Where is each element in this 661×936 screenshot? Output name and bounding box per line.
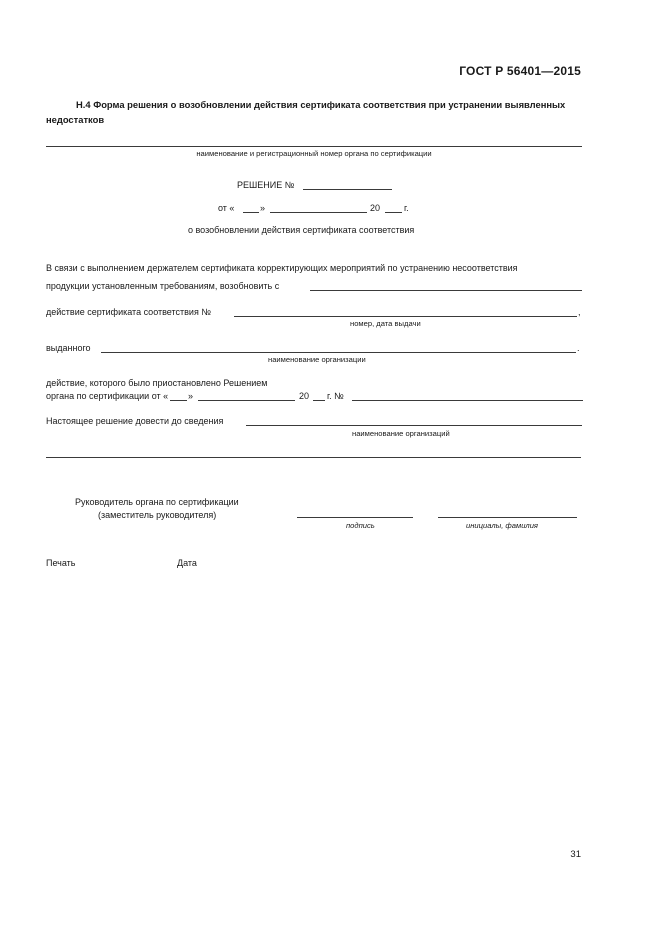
document-id: ГОСТ Р 56401—2015 bbox=[459, 64, 581, 78]
notify-caption: наименование организаций bbox=[352, 429, 450, 438]
date-year-line bbox=[385, 212, 402, 213]
signatory-role-line1: Руководитель органа по сертификации bbox=[75, 497, 239, 507]
org-name-line bbox=[46, 146, 582, 147]
date-month-line bbox=[270, 212, 367, 213]
decision-subject: о возобновлении действия сертификата соответствия bbox=[188, 225, 415, 235]
suspended-number-label: г. № bbox=[327, 391, 344, 401]
issued-org-line bbox=[101, 352, 576, 353]
name-line bbox=[438, 517, 577, 518]
date-day-line bbox=[243, 212, 259, 213]
date-label: Дата bbox=[177, 558, 197, 568]
certificate-label: действие сертификата соответствия № bbox=[46, 307, 211, 317]
certificate-caption: номер, дата выдачи bbox=[350, 319, 421, 328]
suspended-close-quote: » bbox=[188, 391, 194, 401]
renew-from-line bbox=[310, 290, 582, 291]
suspended-line1: действие, которого было приостановлено Решением bbox=[46, 378, 268, 388]
date-close-quote: » bbox=[260, 203, 266, 213]
suspended-number-line bbox=[352, 400, 583, 401]
section-title: Н.4 Форма решения о возобновлении действия сертификата соответствия при устранении выявленных недостатков bbox=[46, 99, 566, 125]
signatory-role-line2: (заместитель руководителя) bbox=[98, 510, 217, 520]
issued-caption: наименование организации bbox=[268, 355, 366, 364]
suspended-day-line bbox=[170, 400, 187, 401]
org-name-caption: наименование и регистрационный номер органа по сертификации bbox=[196, 149, 432, 158]
suspended-month-line bbox=[198, 400, 295, 401]
signature-caption: подпись bbox=[346, 521, 375, 530]
decision-label: РЕШЕНИЕ № bbox=[237, 180, 295, 190]
name-caption: инициалы, фамилия bbox=[466, 521, 538, 530]
date-from-label: от « bbox=[218, 203, 235, 213]
stamp-label: Печать bbox=[46, 558, 76, 568]
issued-label: выданного bbox=[46, 343, 91, 353]
date-year-prefix: 20 bbox=[370, 203, 381, 213]
para1-line2: продукции установленным требованиям, возобновить с bbox=[46, 281, 280, 291]
suspended-line2: органа по сертификации от « bbox=[46, 391, 169, 401]
issued-end-dot: . bbox=[577, 343, 580, 353]
suspended-year-line bbox=[313, 400, 325, 401]
decision-number-line bbox=[303, 189, 392, 190]
suspended-year-prefix: 20 bbox=[299, 391, 310, 401]
notify-continuation-line bbox=[46, 457, 581, 458]
page-number: 31 bbox=[570, 849, 581, 860]
certificate-end-comma: , bbox=[578, 307, 581, 317]
para1-line1: В связи с выполнением держателем сертификата корректирующих мероприятий по устранению несоответствия bbox=[46, 263, 518, 273]
certificate-number-line bbox=[234, 316, 577, 317]
date-year-suffix: г. bbox=[404, 203, 409, 213]
notify-label: Настоящее решение довести до сведения bbox=[46, 416, 224, 426]
signature-line bbox=[297, 517, 413, 518]
notify-org-line bbox=[246, 425, 582, 426]
